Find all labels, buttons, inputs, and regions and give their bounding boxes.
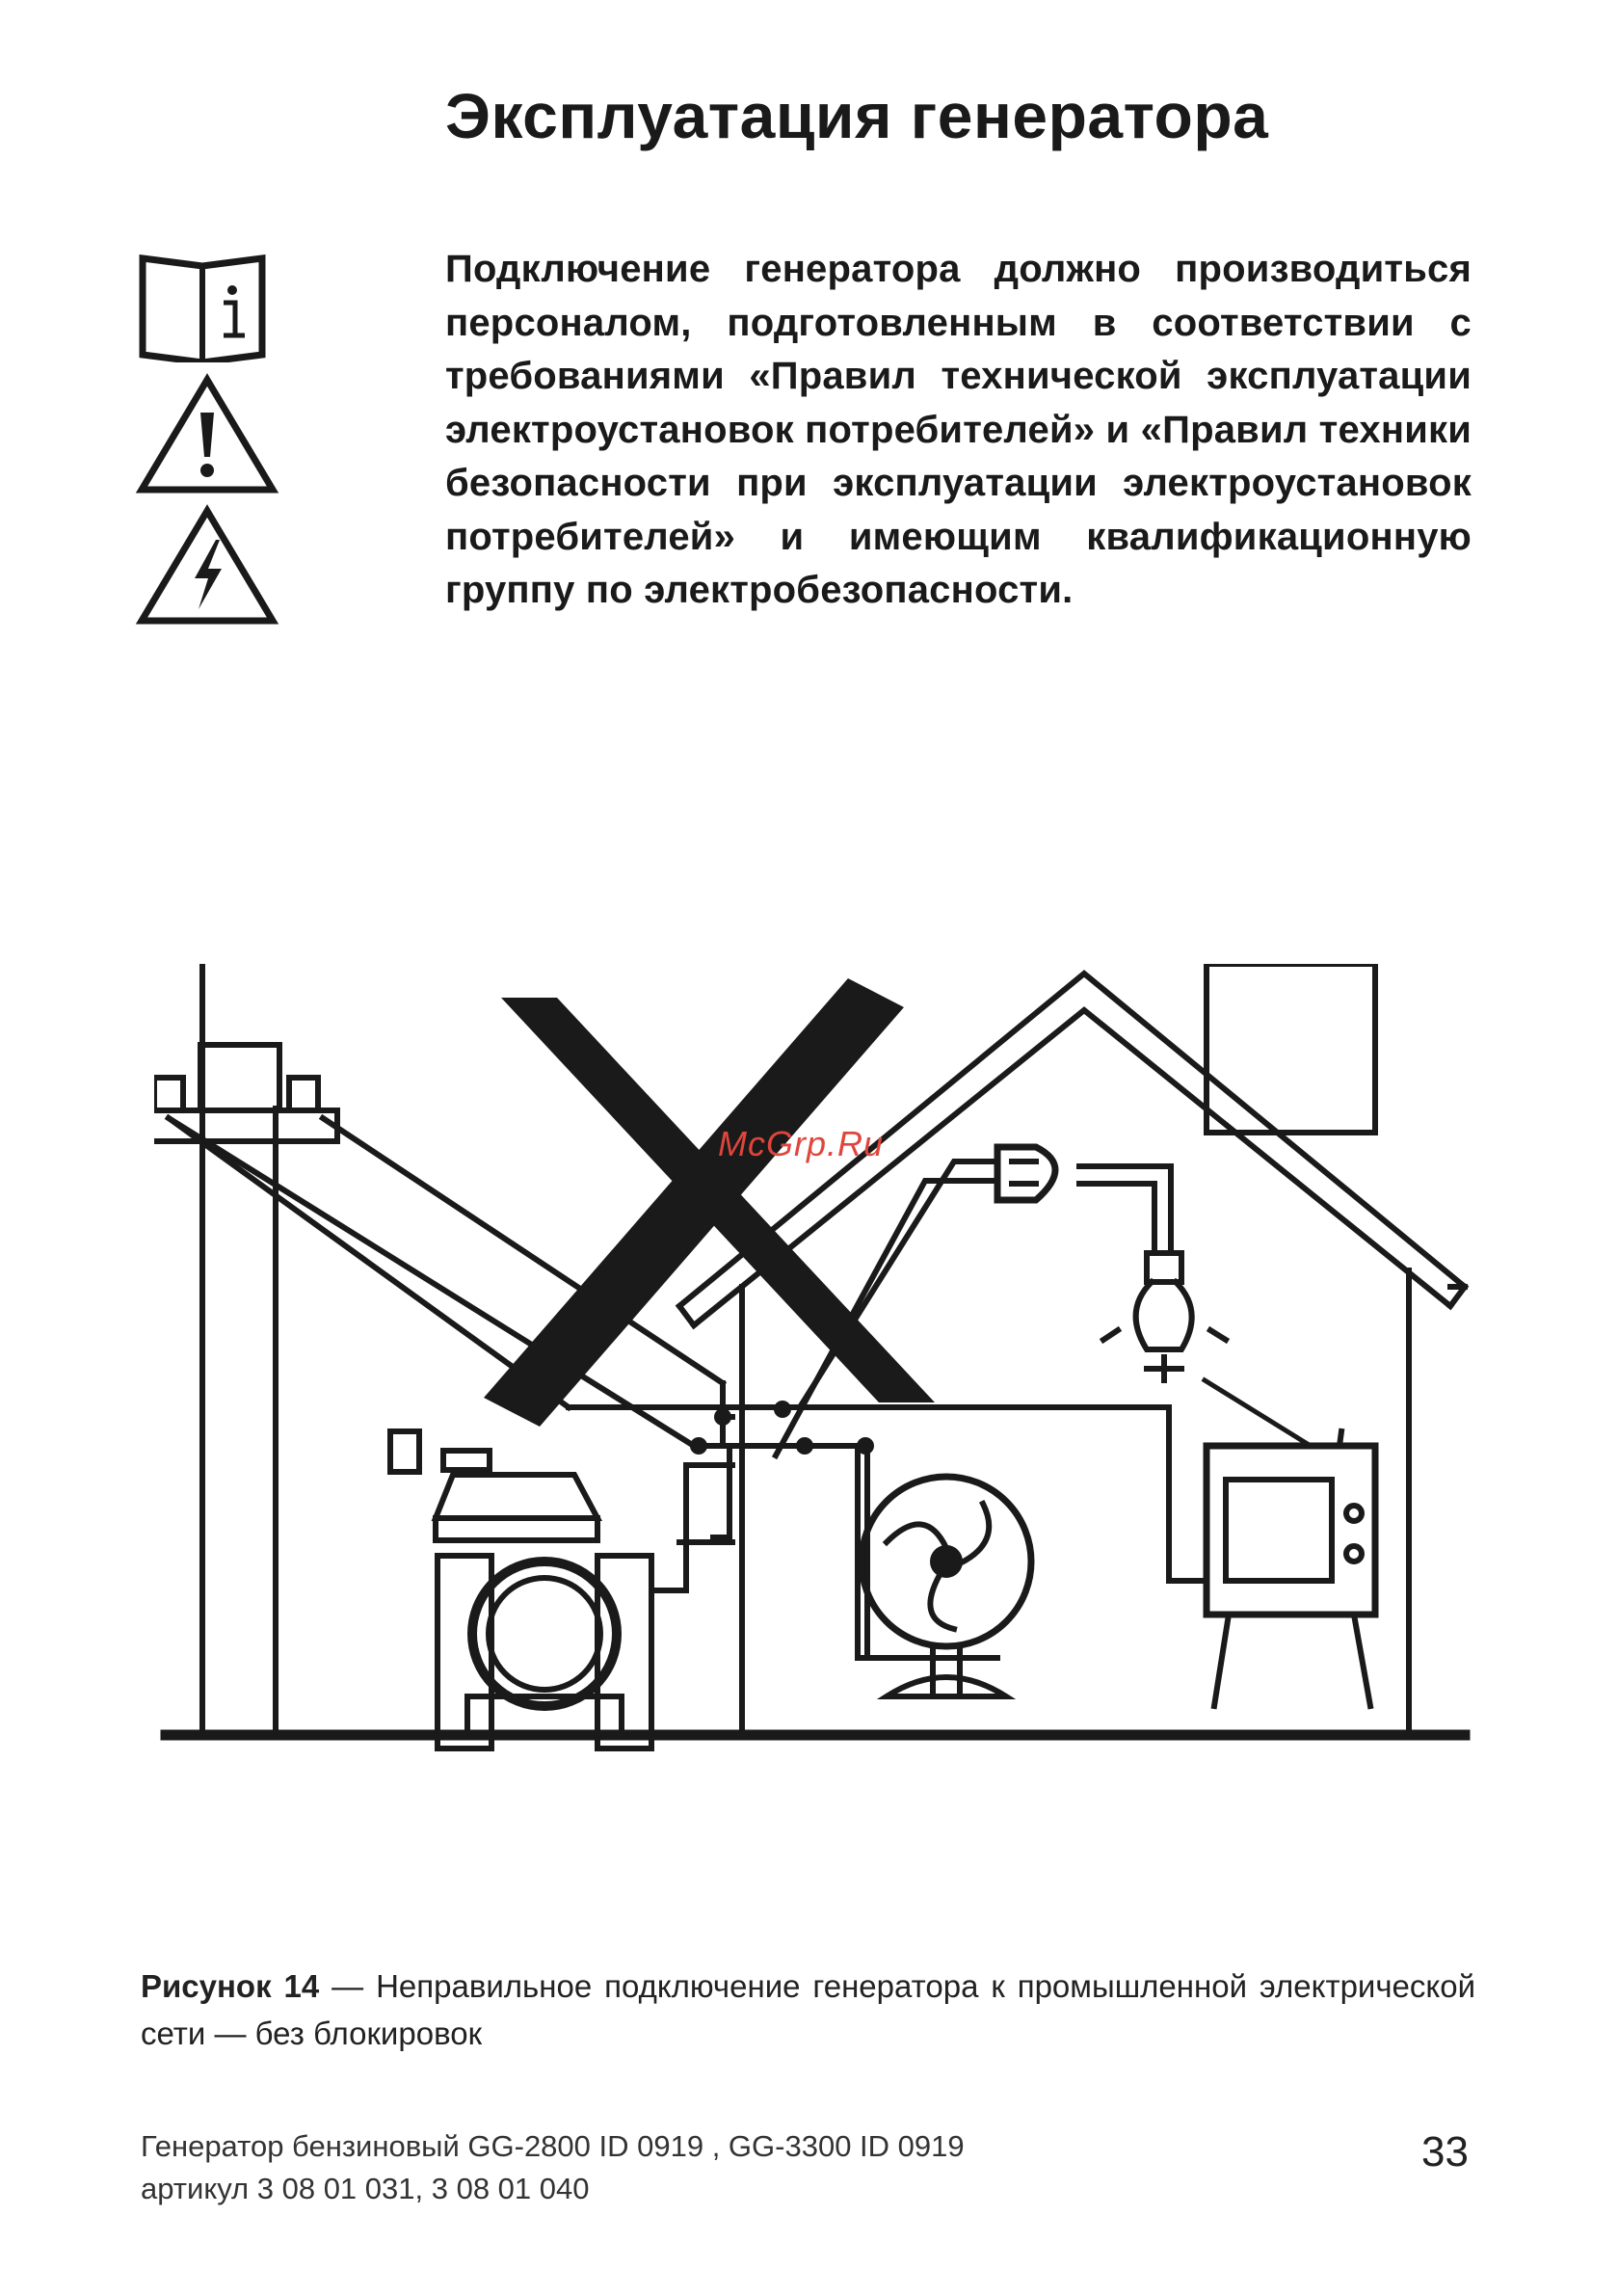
prohibition-cross-icon: [484, 978, 935, 1427]
page-title: Эксплуатация генератора: [445, 80, 1269, 151]
generator: [390, 1431, 732, 1749]
plug: [997, 1147, 1055, 1200]
high-voltage-icon: [135, 503, 279, 628]
fan: [862, 1477, 1031, 1696]
light-bulb: [1103, 1253, 1226, 1380]
footer-article: артикул 3 08 01 031, 3 08 01 040: [141, 2172, 590, 2205]
footer: [141, 2125, 965, 2210]
footer-product: Генератор бензиновый GG-2800 ID 0919 , GG-3300 ID 0919: [141, 2129, 965, 2163]
caption-text: — Неправильное подключение генератора к промышленной электрической сети — без блокировок: [141, 1968, 1475, 2051]
page-number: 33: [1421, 2128, 1469, 2176]
warning-text: Подключение генератора должно производиться персоналом, подготовленным в соответствии с требованиями «Правил технической эксплуатации электроустановок потребителей» и «Правил техники безопасности при эксплуатации электроустановок потребителей» и имеющим квалификационную группу по электробезопасности.: [445, 248, 1472, 611]
book-info-icon: [135, 247, 270, 362]
caption-label: Рисунок 14: [141, 1968, 320, 2004]
incorrect-connection-illustration: [154, 964, 1474, 1774]
television: [1205, 964, 1375, 1706]
watermark: McGrp.Ru: [718, 1124, 885, 1163]
power-pole: [154, 964, 337, 1735]
figure-caption: [141, 1962, 1475, 2057]
safety-icons: [135, 247, 279, 628]
warning-triangle-icon: [135, 372, 279, 497]
